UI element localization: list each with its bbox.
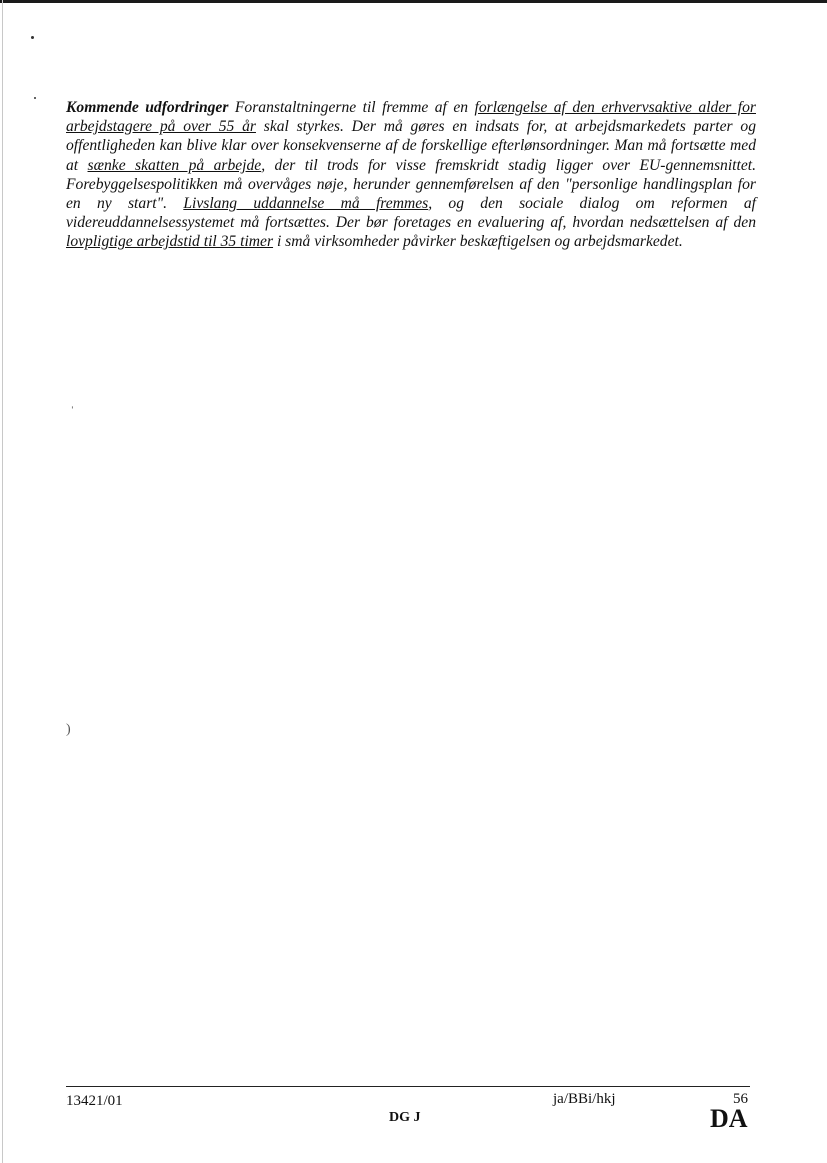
section-heading: Kommende udfordringer — [66, 99, 229, 116]
underlined-phrase: sænke skatten på arbejde — [87, 156, 262, 174]
paragraph-text: , og den sociale dialog om reformen af videreuddannelsessystemet må fortsættes. Der bør foretages en evaluering af, hvordan nedsættelsen af den — [66, 195, 756, 232]
top-border-rule — [0, 0, 827, 3]
scan-mark: ) — [66, 722, 71, 737]
paragraph-text: skal styrkes. Der må gøres en indsats for, at arbejdsmarkedets parter og offentligheden kan blive klar over konsekvenserne af de forskellige efterlønsordninger. Man må fortsætte med at — [66, 118, 756, 174]
author-initials: ja/BBi/hkj — [553, 1091, 616, 1107]
left-page-edge — [2, 0, 3, 1163]
document-number: 13421/01 — [66, 1093, 123, 1109]
scan-speck — [31, 36, 34, 39]
underlined-phrase: Livslang uddannelse må fremmes — [183, 195, 429, 213]
page-number: 56 — [733, 1091, 748, 1107]
paragraph-text: , der til trods for visse fremskridt stadig ligger over EU-gennemsnittet. Forebyggelsespolitikken må overvåges nøje, herunder gennemførelsen af den "personlige handlingsplan for en ny start". — [66, 156, 756, 213]
body-paragraph — [66, 98, 756, 252]
department-code: DG J — [389, 1110, 421, 1125]
scan-speck — [34, 97, 36, 99]
underlined-phrase: lovpligtige arbejdstid til 35 timer — [66, 233, 274, 251]
scan-mark: ˈ — [70, 405, 75, 420]
underlined-phrase: forlængelse af den erhvervsaktive alder for arbejdstagere på over 55 år — [66, 99, 756, 136]
language-code: DA — [710, 1104, 748, 1133]
paragraph-text: i små virksomheder påvirker beskæftigelsen og arbejdsmarkedet. — [273, 233, 683, 251]
paragraph-text: Foranstaltningerne til fremme af en — [228, 99, 475, 116]
footer-rule — [66, 1086, 750, 1087]
